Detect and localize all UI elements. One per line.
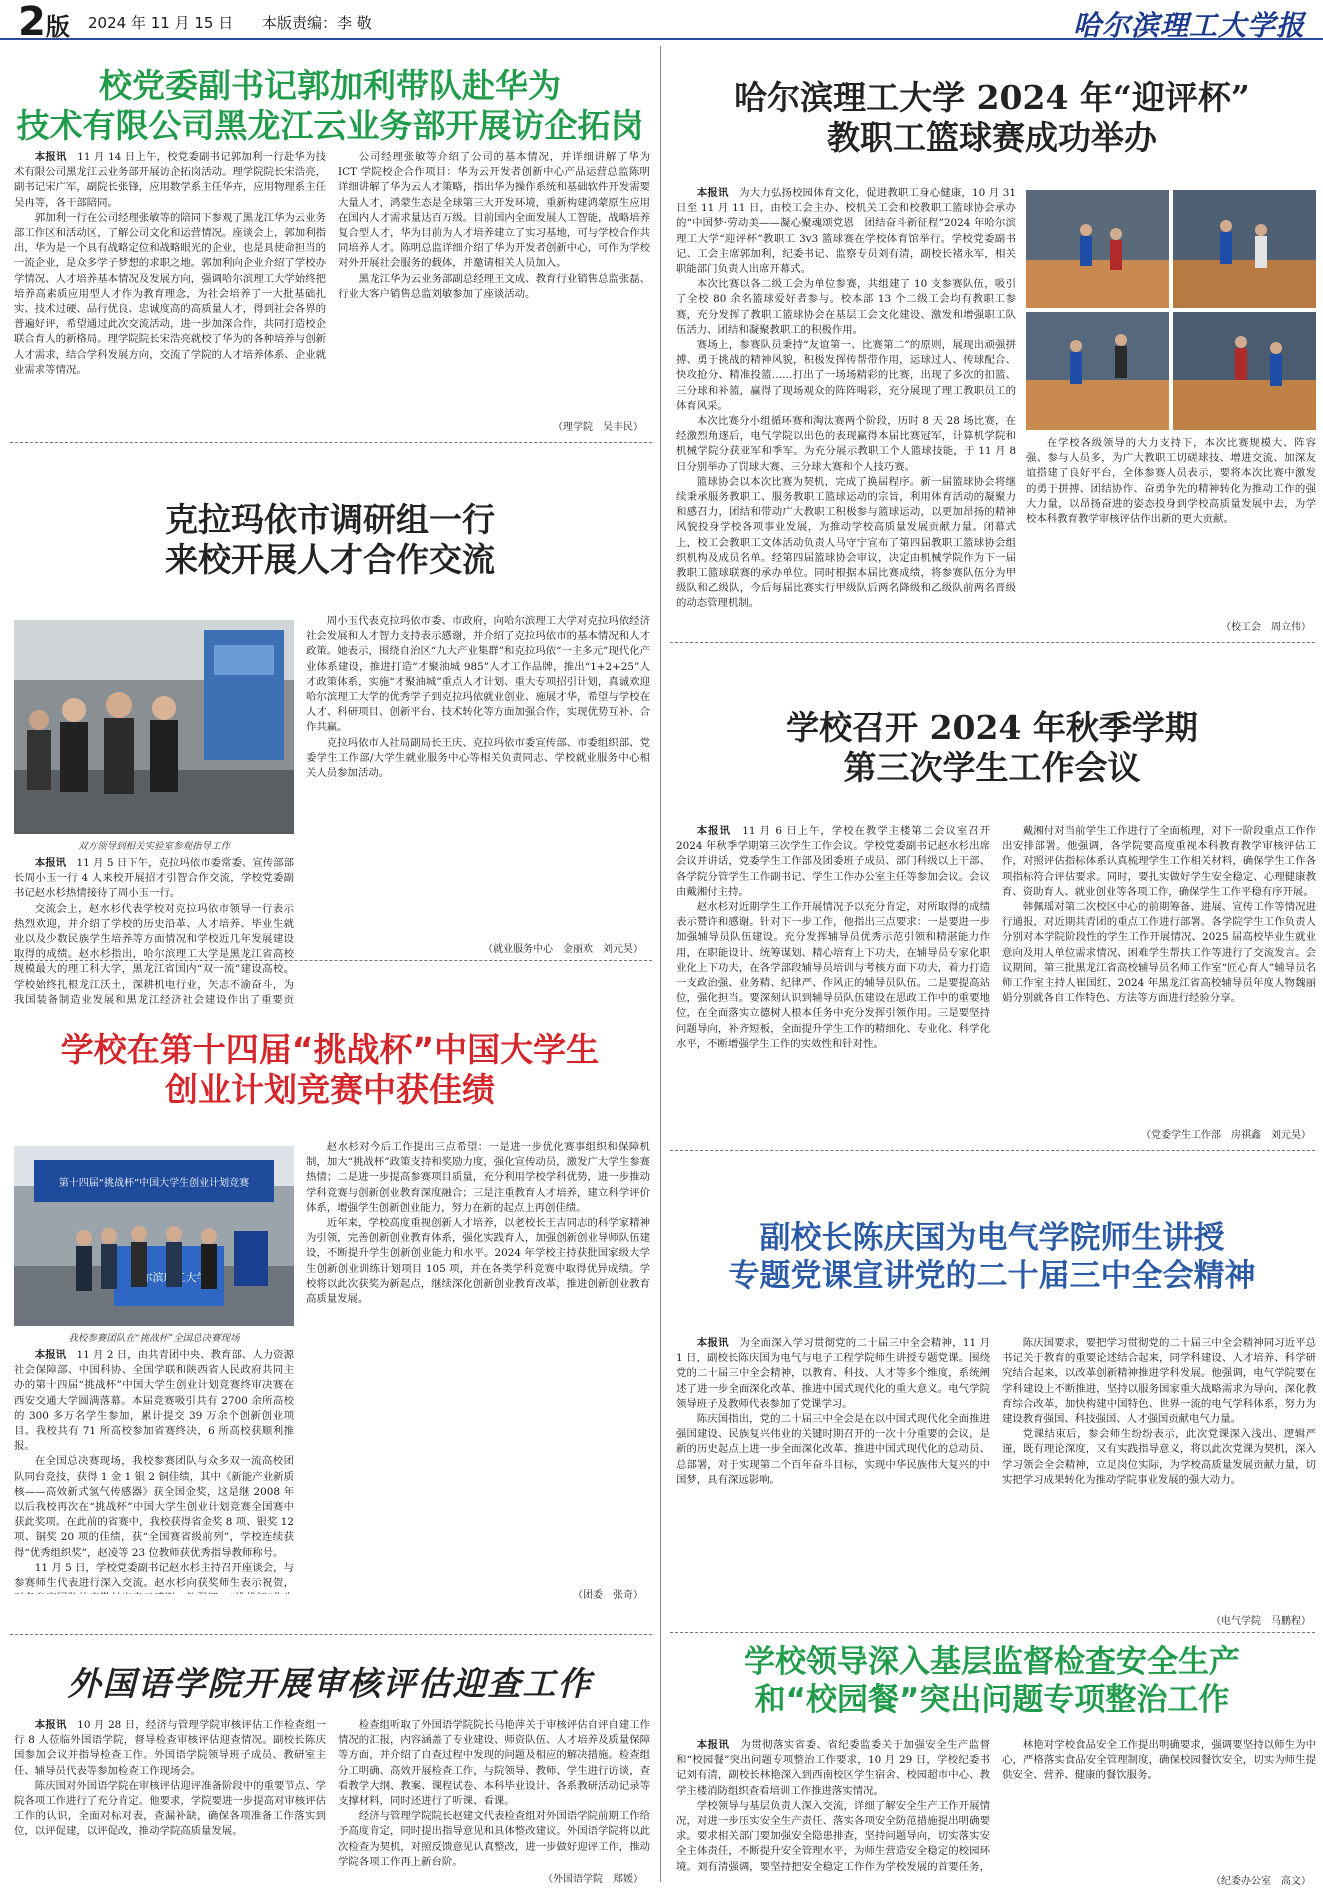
section-divider [670, 642, 1315, 643]
byline: （党委学生工作部 房祺鑫 刘元昊） [1141, 1130, 1311, 1141]
banner-text: 第十四届“挑战杯”中国大学生创业计划竞赛 [58, 1178, 250, 1189]
article-title: 外国语学院开展审核评估迎查工作 [67, 1664, 593, 1703]
competition-photo [14, 1146, 294, 1326]
section-divider [10, 960, 652, 961]
article-body: 本报讯 为贯彻落实省委、省纪委监委关于加强安全生产监督和“校园餐”突出问题专项整治工作要求，10 月 29 日，学校纪委书记刘有清，副校长林艳深入到西南校区学生宿舍、校园超市中心、教学主楼消防组织查看培训工作推进落实情况。 学校领导与基层负责人深入交流，详细了解安全生产工作开展情况，对进一步压实安全生产责任、落实各项安全防范措施提出明确要求。要求相关部门要加强安全隐患排查，坚持问题导向，切实落实安全主体责任，不断提升安全管理水平，为师生营造安全稳定的校园环境。刘有清强调，要坚持把安全稳定工作作为学校发展的首要任务， 林艳对学校食品安全工作提出明确要求，强调要坚持以师生为中心，严格落实食品安全管理制度，确保校园餐饮安全，切实为师生提供安全、营养、健康的餐饮服务。 [676, 1739, 1316, 1873]
page-number: 2版 [18, 0, 70, 45]
article-body: 本报讯 10 月 28 日，经济与管理学院审核评估工作检查组一行 8 人莅临外国语学院，督导检查审核评估迎查情况。副校长陈庆国参加会议并指导检查工作。外国语学院领导班子成员、教研室主任、辅导员代表等参加检查工作现场会。 陈庆国对外国语学院在审核评估迎评准备阶段中的重要节点、学院各项工作进行了充分肯定。他要求，学院要进一步提高对审核评估工作的认识，全面对标对表，查漏补缺，确保各项准备工作落实到位，以评促建，以评促改，推动学院高质量发展。 检查组听取了外国语学院院长马艳萍关于审核评估自评自建工作情况的汇报，内容涵盖了专业建设、师资队伍、人才培养及质量保障等方面，并介绍了自查过程中发现的问题及相应的解决措施。检查组分工明确、高效开展检查工作，与院领导、教师、学生进行访谈，查看教学大纲、教案、课程试卷、本科毕业设计、各系教研活动记录等支撑材料，同时还进行了听课、看课。 经济与管理学院院长赵建文代表检查组对外国语学院前期工作给予高度肯定，同时提出指导意见和具体整改建议。外国语学院将以此次检查为契机，对照反馈意见认真整改，进一步做好迎评工作，推动学院各项工作再上新台阶。 [14, 1719, 650, 1868]
article-title: 副校长陈庆国为电气学院师生讲授 专题党课宣讲党的二十届三中全会精神 [728, 1220, 1256, 1294]
basketball-photo [1026, 190, 1316, 430]
article-title: 哈尔滨理工大学 2024 年“迎评杯” 教职工篮球赛成功举办 [734, 78, 1250, 158]
section-divider [10, 1634, 652, 1635]
byline: （就业服务中心 金丽欢 刘元昊） [483, 944, 643, 955]
byline: （纪委办公室 高文） [1211, 1876, 1311, 1887]
photo-caption: 双方领导到相关实验室参观指导工作 [77, 841, 230, 852]
article-body: 在学校各级领导的大力支持下，本次比赛规模大、阵容强、参与人员多，为广大教职工切磋球技、增进交流、加深友谊搭建了良好平台，全体参赛人员表示，要将本次比赛中激发的勇于拼搏、团结协作、奋勇争先的精神转化为推动工作的强大力量，以昂扬奋进的姿态投身到学校高质量发展中去，为学校本科教育教学审核评估作出新的更大贡献。 [1026, 437, 1316, 526]
byline: （团委 张奇） [573, 1590, 643, 1601]
article-title: 学校召开 2024 年秋季学期 第三次学生工作会议 [786, 708, 1198, 788]
article-body: 周小玉代表克拉玛依市委、市政府，向哈尔滨理工大学对克拉玛依经济社会发展和人才智力支持表示感谢，并介绍了克拉玛依市的基本情况和人才政策。她表示，围绕自治区“九大产业集群”和克拉玛依“一主多元”现代化产业体系建设，推进打造“才聚油城 985”人才工作品牌，推出“1+2+25”人才政策体系，实施“才聚油城”重点人才计划、重大专项招引计划，真诚欢迎哈尔滨理工大学的优秀学子到克拉玛依就业创业、施展才华，希望与学校在人才、科研项目、创新平台、技术转化等方面加强合作，实现优势互补、合作共赢。 克拉玛依市人社局副局长王庆、克拉玛依市委宣传部、市委组织部、党委学生工作部/大学生就业服务中心等相关负责同志、学校就业服务中心相关人员参加活动。 [306, 615, 650, 780]
section-divider [670, 1150, 1315, 1151]
section-divider [10, 442, 652, 443]
page-header [0, 0, 1323, 45]
article-title: 校党委副书记郭加利带队赴华为 技术有限公司黑龙江云业务部开展访企拓岗 [16, 66, 644, 146]
byline: （理学院 吴丰民） [553, 422, 643, 433]
editor-credit: 本版责编：李 敬 [261, 14, 372, 32]
masthead-logo: 哈尔滨理工大学报 [1072, 9, 1305, 42]
article-body: 本报讯 11 月 14 日上午，校党委副书记郭加利一行赴华为技术有限公司黑龙江云业务部开展访企拓岗活动。理学院院长宋浩亮，副书记宋广军，副院长张锋，应用数学系主任华卉，应用物理系主任吴冉等，各干部陪同。 郭加利一行在公司经理张敏等的陪同下参观了黑龙江华为云业务部工作区和活动区，了解公司文化和运营情况。座谈会上，郭加利指出，华为是一个具有战略定位和战略眼光的企业，也是具使命担当的一流企业，是众多学子梦想的求职之地。郭加利向企业介绍了学校办学情况、人才培养基本情况及发展方向，强调哈尔滨理工大学始终把培养高素质应用型人才作为教育理念，为社会培养了一大批基础扎实、技术过硬、品行优良、忠诚度高的高质量人才，得到社会各界的普遍好评，希望通过此次交流活动，进一步加深合作，共同打造校企联合育人的新格局。理学院院长宋浩亮就校了华为的各种培养与创新人才需求，结合学科发展方向，交流了学院的人才培养体系、企业就业需求等情况。 公司经理张敏等介绍了公司的基本情况，并详细讲解了华为 ICT 学院校企合作项目：华为云开发者创新中心产品运营总监陈明详细讲解了华为云人才策略，指出华为操作系统和基础软件开发需要大量人才，鸿蒙生态是全球第三大开发环境，重新构建鸿蒙原生应用在国内人才需求量达百万级。目前国内全面发展人工智能，战略培养复合型人才，华为目前为人才培养建立了实习基地，可与学校合作共同培养人才。陈明总监详细介绍了华为开发者创新中心，可作为学校对外开展社会服务的载体，并邀请相关人员加入。 黑龙江华为云业务部副总经理王文成、教育行业销售总监张磊、行业大客户销售总监刘敏参加了座谈活动。 [14, 151, 650, 376]
byline: （外国语学院 郑媛） [543, 1874, 643, 1885]
byline: （校工会 周立伟） [1221, 622, 1311, 633]
article-body: 本报讯 11 月 5 日下午，克拉玛依市委常委、宣传部部长周小玉一行 4 人来校开展招才引智合作交流，学校党委副书记赵水杉热情接待了周小玉一行。 交流会上，赵水杉代表学校对克拉玛依市领导一行表示热烈欢迎，并介绍了学校的历史沿革、人才培养、毕业生就业以及少数民族学生培养等方面情况和学校近几年发展建设取得的成绩。赵水杉指出，哈尔滨理工大学是黑龙江省高校规模最大的理工科大学，黑龙江省国内“双一流”建设高校。学校始终扎根龙江沃土，深耕机电行业，矢志不渝奋斗，为我国装备制造业发展和黑龙江经济社会建设作出了重要贡 [14, 857, 294, 1006]
article-title: 学校在第十四届“挑战杯”中国大学生 创业计划竞赛中获佳绩 [60, 1030, 600, 1110]
byline: （电气学院 马鹏程） [1211, 1616, 1311, 1627]
column-divider [660, 46, 661, 1882]
article-body: 本报讯 11 月 6 日上午，学校在教学主楼第二会议室召开 2024 年秋季学期第三次学生工作会议。学校党委副书记赵水杉出席会议并讲话，党委学生工作部及团委班子成员、部门科级以上干部、各学院分管学生工作副书记、学生工作办公室主任等参加会议。会议由戴湘付主持。 赵水杉对近期学生工作开展情况予以充分肯定，对所取得的成绩表示赞许和感谢。针对下一步工作，他指出三点要求：一是要进一步加强辅导员队伍建设。充分发挥辅导员优秀示范引领和精湛能力作用，在职能设计、统筹谋划、精心培育上下功夫，在辅导员专家化职业化上下功夫，在各学部段辅导员培训与考核方面下功夫，着力打造一支政治强、业务精、纪律严、作风正的辅导员队伍。二是要提高站位，强化担当。要深刻认识到辅导员队伍建设在思政工作中的重要地位，在全面落实立德树人根本任务中充分发挥引领作用。三是要坚持问题导向，补齐短板，全面提升学生工作的精细化、专业化、科学化水平，不断增强学生工作的实效性和针对性。 戴湘付对当前学生工作进行了全面梳理，对下一阶段重点工作作出安排部署。他强调，各学院要高度重视本科教育教学审核评估工作，对照评估指标体系认真梳理学生工作相关材料，确保学生工作各项指标符合评估要求。同时，要扎实做好学生安全稳定、心理健康教育、资助育人、就业创业等各项工作，确保学生工作平稳有序开展。 韩佩瑶对第二次校区中心的前期筹备、进展、宣传工作等情况进行通报，对近期共青团的重点工作进行部署。各学院学生工作负责人分别对本学院阶段性的学生工作开展情况、2025 届高校毕业生就业意向及用人单位需求情况、困难学生帮扶工作等进行了交流发言。会议期间，第三批黑龙江省高校辅导员名师工作室“匠心育人”辅导员名师工作室主持人崔国红、2024 年黑龙江省高校辅导员年度人物魏丽娟分别就各自工作特色、方法等方面进行经验分享。 [676, 825, 1316, 1050]
article-body: 本报讯 为大力弘扬校园体育文化，促进教职工身心健康，10 月 31 日至 11 月 11 日，由校工会主办、校机关工会和校教职工篮球协会承办的“中国梦·劳动美——凝心聚魂颂党恩 团结奋斗新征程”2024 年哈尔滨理工大学“迎评杯”教职工 3v3 篮球赛在学校体育馆举行。学校党委副书记、工会主席郭加利，纪委书记、监察专员刘有清，副校长褚永军，相关职能部门负责人出席开幕式。 本次比赛以各二级工会为单位参赛，共组建了 10 支参赛队伍，吸引了全校 80 余名篮球爱好者参与。校本部 13 个二级工会均有教职工参赛，充分发挥了教职工篮球协会在基层工会文化建设、激发和增强职工队伍活力、团结和凝聚教职工的积极作用。 赛场上，参赛队员秉持“友谊第一、比赛第二”的原则，展现出顽强拼搏、勇于挑战的精神风貌，积极发挥传帮带作用，运球过人、传球配合、快攻抢分、精准投篮……打出了一场场精彩的比赛，出现了多次的扣篮、三分球和补篮，赢得了现场观众的阵阵喝彩，充分展现了理工教职员工的体育风采。 本次比赛分小组循环赛和淘汰赛两个阶段，历时 8 天 28 场比赛，在经激烈角逐后，电气学院以出色的表现赢得本届比赛冠军，计算机学院和机械学院分获亚军和季军。为充分展示教职工个人篮球技能，于 11 月 8 日分别举办了罚球大赛、三分球大赛和个人技巧赛。 篮球协会以本次比赛为契机，完成了换届程序。新一届篮球协会将继续秉承服务教职工、服务教职工篮球运动的宗旨，利用体育活动的凝聚力和感召力，团结和带动广大教职工积极参与篮球运动，以更加昂扬的精神风貌投身学校各项事业发展，为推动学校高质量发展贡献力量。闭幕式上，校工会教职工文体活动负责人马守宁宣布了第四届教职工篮球协会组织机构及成员名单。经第四届篮球协会审议，决定由机械学院作为下一届教职工篮球联赛的承办单位。同时根据本届比赛成绩，将参赛队伍分为甲级队和乙级队，今后每届比赛实行甲级队后两名降级和乙级队前两名晋级的动态管理机制。 [676, 187, 1016, 610]
article-title: 克拉玛依市调研组一行 来校开展人才合作交流 [165, 500, 495, 580]
photo-caption: 我校参赛团队在“挑战杯”全国总决赛现场 [68, 1333, 240, 1344]
section-divider [670, 1632, 1315, 1633]
article-body: 本报讯 为全面深入学习贯彻党的二十届三中全会精神，11 月 1 日，副校长陈庆国为电气与电子工程学院师生讲授专题党课。围绕党的二十届三中全会精神，以教育、科技、人才等多个维度，系统阐述了进一步全面深化改革、推进中国式现代化的重大意义。电气学院领导班子及教师代表参加了党课学习。 陈庆国指出，党的二十届三中全会是在以中国式现代化全面推进强国建设、民族复兴伟业的关键时期召开的一次十分重要的会议，是新的历史起点上进一步全面深化改革、推进中国式现代化的总动员、总部署，对于实现第二个百年奋斗目标，实现中华民族伟大复兴的中国梦，具有深远影响。 陈庆国要求，要把学习贯彻党的二十届三中全会精神同习近平总书记关于教育的重要论述结合起来，同学科建设、人才培养、科学研究结合起来，以改革创新精神推进学科发展。他强调，电气学院要在学科建设上不断推进，坚持以服务国家重大战略需求为导向，深化教育综合改革，加快构建中国特色、世界一流的电气学科体系，努力为建设教育强国、科技强国、人才强国贡献电气力量。 党课结束后，参会师生纷纷表示，此次党课深入浅出、逻辑严谨，既有理论深度，又有实践指导意义，将以此次党课为契机，深入学习领会全会精神，立足岗位实际，为学校高质量发展贡献力量，切实把学习成果转化为推动学院事业发展的强大动力。 [676, 1337, 1316, 1486]
visit-photo [14, 620, 294, 834]
issue-date: 2024 年 11 月 15 日 [88, 14, 234, 32]
article-body: 赵水杉对今后工作提出三点希望：一是进一步优化赛事组织和保障机制，加大“挑战杯”政策支持和奖励力度，强化宣传动员，激发广大学生参赛热情；二是进一步提高参赛项目质量，充分利用学校学科优势，进一步推动学科竞赛与创新创业教育深度融合；三是注重教育人才培养，建立科学评价体系，增强学生创新创业能力，努力在新的起点上再创佳绩。 近年来，学校高度重视创新人才培养，以老校长王吉同志的科学家精神为引领，完善创新创业教育体系，强化实践育人，加强创新创业导师队伍建设，不断提升学生创新创业能力和水平。2024 年学校主持获批国家级大学生创新创业训练计划项目 105 项，并在各类学科竞赛中取得优异成绩。学校将以此次获奖为新起点，继续深化创新创业教育改革，推进创新创业教育高质量发展。 [306, 1141, 650, 1306]
issue-info [88, 12, 396, 33]
article-body: 本报讯 11 月 2 日，由共青团中央、教育部、人力资源社会保障部、中国科协、全国学联和陕西省人民政府共同主办的第十四届“挑战杯”中国大学生创业计划竞赛终审决赛在西安交通大学圆满落幕。本届竞赛吸引共有 2700 余所高校的 300 多万名学生参加，累计提交 39 万余个创新创业项目。我校共有 71 所高校参加省赛终决，6 所高校获顺利推报。 在全国总决赛现场，我校参赛团队与众多双一流高校团队同台竞技，获得 1 金 1 银 2 铜佳绩，其中《新能产业新质核——高效新式氢气传感器》获全国金奖，这是继 2008 年以后我校再次在“挑战杯”中国大学生创业计划竞赛全国赛中获此奖项。在此前的省赛中，我校获得省金奖 8 项、银奖 12 项、铜奖 20 项的佳绩，获“全国赛省级前列”，学校连续获得“优秀组织奖”，赵凌等 23 位教师获优秀指导教师称号。 11 月 5 日，学校党委副书记赵水杉主持召开座谈会，与参赛师生代表进行深入交流。赵水杉向获奖师生表示祝贺， [14, 1349, 294, 1590]
article-title: 学校领导深入基层监督检查安全生产 和“校园餐”突出问题专项整治工作 [744, 1644, 1240, 1718]
